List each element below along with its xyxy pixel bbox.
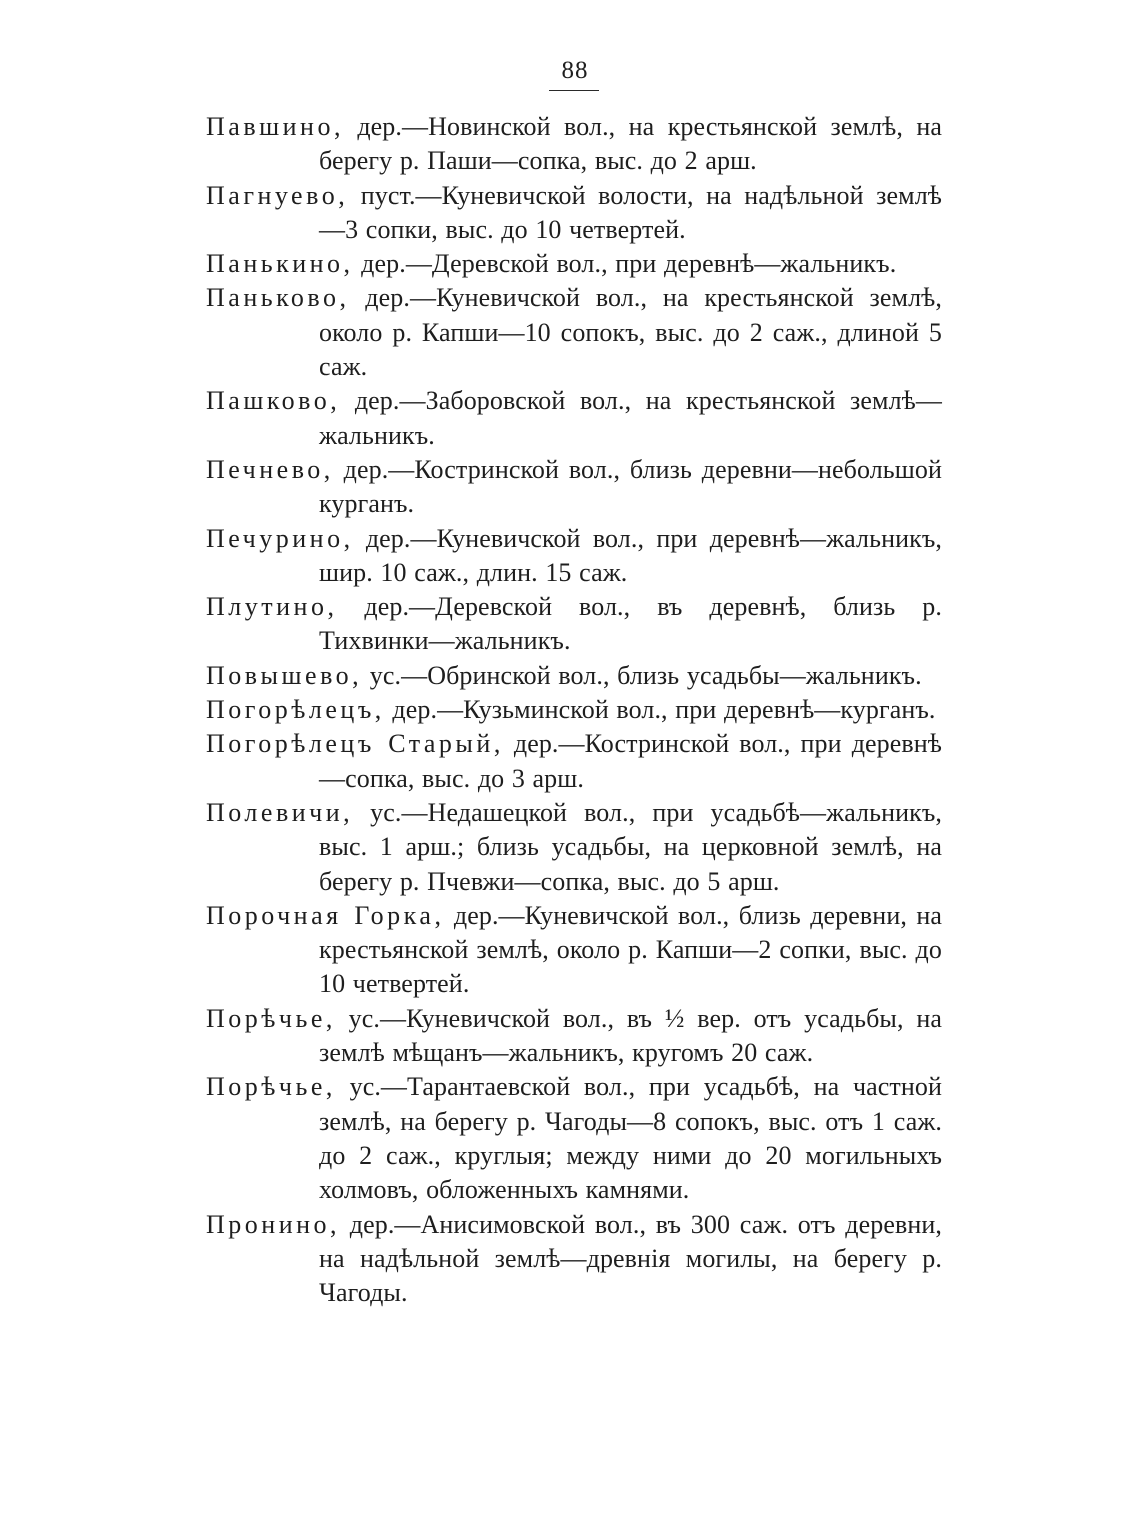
entry xyxy=(206,1070,942,1207)
entry-text: ус.—Куневичской вол., въ ½ вер. отъ усадьбы, на землѣ мѣщанъ—жальникъ, кругомъ 20 саж. xyxy=(319,1003,942,1068)
entry-text: дер.—Кузьминской вол., при деревнѣ—курганъ. xyxy=(384,695,936,725)
entry xyxy=(206,281,942,384)
entry-text: дер.—Костринской вол., близь деревни—небольшой курганъ. xyxy=(319,454,942,519)
entry-name: Пашково, xyxy=(206,386,341,416)
entry-text: ус.—Обринской вол., близь усадьбы—жальникъ. xyxy=(362,660,922,690)
entry-name: Паньково, xyxy=(206,283,350,313)
gazetteer-entries xyxy=(206,110,942,1310)
entry xyxy=(206,179,942,248)
entry-name: Печнево, xyxy=(206,454,334,484)
entry xyxy=(206,110,942,179)
entry xyxy=(206,659,942,693)
entry-text: дер.—Костринской вол., при деревнѣ—сопка, выс. до 3 арш. xyxy=(319,729,943,793)
entry-name: Плутино, xyxy=(206,592,338,622)
entry-name: Полевичи, xyxy=(206,797,354,827)
entry xyxy=(206,453,942,522)
entry-name: Порѣчье, xyxy=(206,1003,336,1033)
entry-text: дер.—Заборовской вол., на крестьянской землѣ—жальникъ. xyxy=(319,386,942,450)
entry-name: Павшино, xyxy=(206,112,344,141)
entry-text: дер.—Деревской вол., въ деревнѣ, близь р. Тихвинки—жальникъ. xyxy=(319,592,942,656)
entry-name: Пронино, xyxy=(206,1209,341,1239)
entry-text: дер.—Деревской вол., при деревнѣ—жальникъ. xyxy=(353,249,897,279)
entry-name: Панькино, xyxy=(206,249,354,279)
entry-name: Погорѣлецъ, xyxy=(206,695,385,725)
entry-text: дер.—Куневичской вол., при деревнѣ—жальникъ, шир. 10 саж., длин. 15 саж. xyxy=(319,523,942,587)
entry xyxy=(206,522,942,591)
entry xyxy=(206,590,942,659)
entry xyxy=(206,796,942,899)
entry-name: Погорѣлецъ Старый, xyxy=(206,729,504,759)
entry-text: дер.—Новинской вол., на крестьянской землѣ, на берегу р. Паши—сопка, выс. до 2 арш. xyxy=(319,112,942,176)
entry xyxy=(206,384,942,453)
entry-name: Порѣчье, xyxy=(206,1072,336,1102)
entry-name: Порочная Горка, xyxy=(206,900,445,930)
entry xyxy=(206,727,942,796)
entry xyxy=(206,899,942,1002)
entry-text: дер.—Куневичской вол., на крестьянской землѣ, около р. Капши—10 сопокъ, выс. до 2 саж., длиной 5 саж. xyxy=(319,283,942,382)
entry-text: дер.—Анисимовской вол., въ 300 саж. отъ деревни, на надѣльной землѣ—древнія могилы, на берегу р. Чагоды. xyxy=(319,1209,942,1308)
entry-text: дер.—Куневичской вол., близь деревни, на крестьянской землѣ, около р. Капши—2 сопки, выс. до 10 четвертей. xyxy=(319,900,943,999)
entry xyxy=(206,693,942,727)
entry-text: пуст.—Куневичской волости, на надѣльной землѣ—3 сопки, выс. до 10 четвертей. xyxy=(319,180,942,244)
entry-text: ус.—Тарантаевской вол., при усадьбѣ, на частной землѣ, на берегу р. Чагоды—8 сопокъ, выс. отъ 1 саж. до 2 саж., круглыя; между ними до 20 могильныхъ холмовъ, обложенныхъ камнями. xyxy=(319,1072,942,1205)
entry xyxy=(206,1208,942,1311)
page-number-rule xyxy=(549,90,599,91)
entry-name: Повышево, xyxy=(206,660,363,690)
entry-name: Пагнуево, xyxy=(206,180,349,210)
entry-name: Печурино, xyxy=(206,523,354,553)
entry xyxy=(206,1002,942,1071)
entry-text: ус.—Недашецкой вол., при усадьбѣ—жальникъ, выс. 1 арш.; близь усадьбы, на церковной землѣ, на берегу р. Пчевжи—сопка, выс. до 5 арш. xyxy=(319,797,942,896)
page-number: 88 xyxy=(561,57,589,84)
entry xyxy=(206,247,942,281)
